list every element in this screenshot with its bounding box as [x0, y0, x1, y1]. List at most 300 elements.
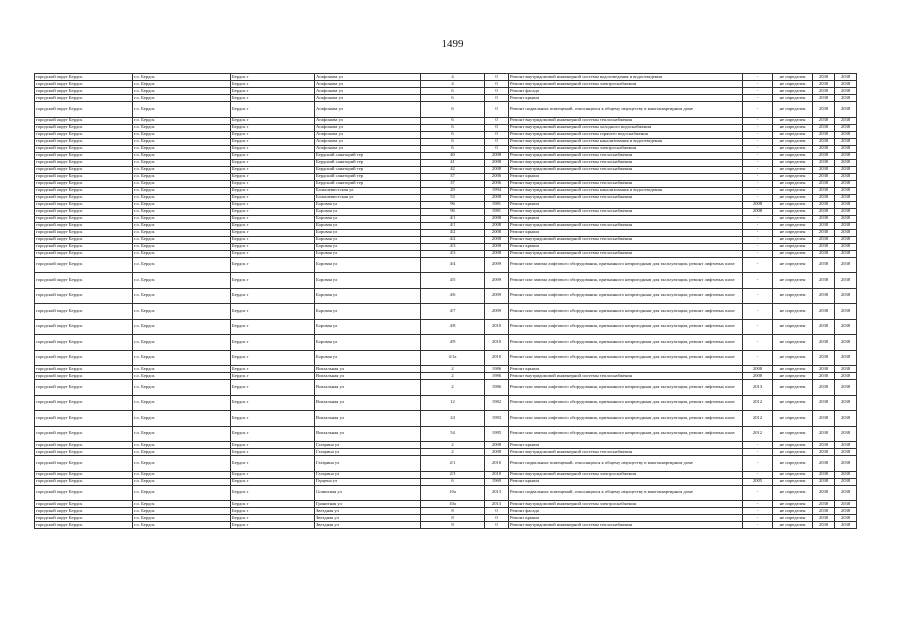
table-cell: Боровая ул — [315, 229, 421, 236]
table-cell: г.о. Бердск — [133, 138, 231, 145]
table-cell: Бердск г — [231, 442, 315, 449]
table-cell: - — [743, 229, 773, 236]
table-cell: Бердск г — [231, 243, 315, 250]
table-cell: городской округ Бердск — [35, 173, 133, 180]
table-cell: Агафонова ул — [315, 88, 421, 95]
table-cell: 2038 — [813, 102, 835, 118]
table-cell: 2038 — [813, 138, 835, 145]
table-cell: 2038 — [813, 159, 835, 166]
table-cell: - — [743, 243, 773, 250]
table-cell: 2038 — [835, 180, 857, 187]
table-cell: 2008 — [485, 250, 509, 257]
table-cell: 4/5 — [421, 273, 485, 289]
table-cell: Бердск г — [231, 215, 315, 222]
table-cell: не определен — [773, 187, 813, 194]
table-cell: Бердск г — [231, 515, 315, 522]
table-cell: 2038 — [835, 187, 857, 194]
table-cell: 4/1 — [421, 222, 485, 229]
table-cell: 4/9 — [421, 335, 485, 351]
table-cell: - — [743, 350, 773, 366]
table-cell: 6 — [421, 145, 485, 152]
table-cell: городской округ Бердск — [35, 222, 133, 229]
table-cell: 2008 — [485, 229, 509, 236]
table-cell: 2038 — [813, 373, 835, 380]
table-cell: 2038 — [835, 208, 857, 215]
table-cell: Ремонт внутридомовой инженерной системы теплоснабжения — [509, 166, 743, 173]
table-cell: г.о. Бердск — [133, 380, 231, 396]
table-cell: г.о. Бердск — [133, 236, 231, 243]
table-row — [35, 485, 857, 501]
table-cell: 2010 — [485, 456, 509, 472]
table-cell: городской округ Бердск — [35, 117, 133, 124]
table-cell: 2012 — [743, 395, 773, 411]
table-cell: 2038 — [835, 366, 857, 373]
table-cell: 1982 — [485, 395, 509, 411]
table-cell: - — [743, 166, 773, 173]
table-cell: 4/1 — [421, 215, 485, 222]
table-cell: Агафонова ул — [315, 102, 421, 118]
table-row — [35, 131, 857, 138]
table-cell: 2038 — [813, 522, 835, 529]
table-cell: городской округ Бердск — [35, 426, 133, 442]
table-cell: - — [743, 180, 773, 187]
table-cell: 2008 — [485, 442, 509, 449]
table-cell: - — [743, 74, 773, 81]
table-cell: г.о. Бердск — [133, 273, 231, 289]
table-cell: 4/2 — [421, 229, 485, 236]
table-cell: 2038 — [813, 366, 835, 373]
table-cell: 2008 — [743, 208, 773, 215]
table-cell: 2/3 — [421, 471, 485, 478]
table-cell: Ремонт внутридомовой инженерной системы холодного водоснабжения — [509, 124, 743, 131]
table-cell: 0 — [485, 102, 509, 118]
table-row — [35, 350, 857, 366]
table-cell: Гагарина ул — [315, 471, 421, 478]
table-cell: Звездная ул — [315, 522, 421, 529]
table-cell: городской округ Бердск — [35, 88, 133, 95]
table-cell: Ремонт крыши — [509, 95, 743, 102]
table-cell: г.о. Бердск — [133, 180, 231, 187]
table-cell: Ремонт крыши — [509, 366, 743, 373]
table-cell: Ремонт или замена лифтового оборудования, признанного непригодным для эксплуатации, ремонт лифтовых шахт — [509, 335, 743, 351]
table-cell: Ремонт внутридомовой инженерной системы электроснабжения — [509, 501, 743, 508]
table-cell: Вокзальная ул — [315, 426, 421, 442]
table-cell: 2008 — [485, 236, 509, 243]
table-cell: - — [743, 304, 773, 320]
table-cell: не определен — [773, 117, 813, 124]
table-cell: Ремонт крыши — [509, 229, 743, 236]
table-cell: 4/7 — [421, 304, 485, 320]
table-cell: Бердск г — [231, 152, 315, 159]
table-cell: Агафонова ул — [315, 145, 421, 152]
table-cell: 4 — [421, 81, 485, 88]
table-cell: 2038 — [813, 257, 835, 273]
table-row — [35, 180, 857, 187]
table-cell: Ремонт внутридомовой инженерной системы теплоснабжения — [509, 236, 743, 243]
table-cell: Герцена ул — [315, 478, 421, 485]
table-cell: городской округ Бердск — [35, 194, 133, 201]
table-cell: городской округ Бердск — [35, 152, 133, 159]
table-cell: 0 — [485, 74, 509, 81]
table-cell: городской округ Бердск — [35, 411, 133, 427]
table-cell: 2008 — [485, 215, 509, 222]
table-cell: 8 — [421, 508, 485, 515]
table-cell: не определен — [773, 304, 813, 320]
table-cell: Ремонт крыши — [509, 478, 743, 485]
table-cell: 2009 — [485, 257, 509, 273]
table-cell: г.о. Бердск — [133, 173, 231, 180]
table-cell: - — [743, 522, 773, 529]
table-cell: 0 — [485, 95, 509, 102]
table-cell: 2 — [421, 380, 485, 396]
table-row — [35, 250, 857, 257]
table-cell: не определен — [773, 426, 813, 442]
table-cell: городской округ Бердск — [35, 335, 133, 351]
table-cell: городской округ Бердск — [35, 208, 133, 215]
table-cell: 2008 — [743, 366, 773, 373]
table-cell: - — [743, 187, 773, 194]
table-cell: 2009 — [485, 273, 509, 289]
table-cell: не определен — [773, 257, 813, 273]
table-cell: 2038 — [813, 201, 835, 208]
table-cell: Бердск г — [231, 138, 315, 145]
table-cell: г.о. Бердск — [133, 229, 231, 236]
table-cell: г.о. Бердск — [133, 102, 231, 118]
table-cell: 2038 — [813, 117, 835, 124]
table-cell: не определен — [773, 522, 813, 529]
table-cell: не определен — [773, 201, 813, 208]
table-cell: г.о. Бердск — [133, 426, 231, 442]
table-row — [35, 124, 857, 131]
table-cell: Бердск г — [231, 288, 315, 304]
table-cell: Бердск г — [231, 117, 315, 124]
table-cell: 2009 — [485, 304, 509, 320]
table-cell: 1986 — [485, 366, 509, 373]
table-row — [35, 373, 857, 380]
table-cell: Бердск г — [231, 273, 315, 289]
table-cell: 10а — [421, 501, 485, 508]
table-cell: Ремонт или замена лифтового оборудования, признанного непригодным для эксплуатации, ремонт лифтовых шахт — [509, 411, 743, 427]
table-cell: 6 — [421, 95, 485, 102]
table-cell: городской округ Бердск — [35, 522, 133, 529]
table-row — [35, 74, 857, 81]
table-cell: 2038 — [813, 95, 835, 102]
table-cell: Ремонт или замена лифтового оборудования, признанного непригодным для эксплуатации, ремонт лифтовых шахт — [509, 304, 743, 320]
table-cell: не определен — [773, 243, 813, 250]
table-cell: 2038 — [813, 229, 835, 236]
table-cell: Ремонт внутридомовой инженерной системы теплоснабжения — [509, 152, 743, 159]
table-cell: 0 — [485, 88, 509, 95]
table-cell: 37 — [421, 173, 485, 180]
table-cell: городской округ Бердск — [35, 187, 133, 194]
table-cell: Бердск г — [231, 131, 315, 138]
table-cell: - — [743, 288, 773, 304]
table-cell: 2038 — [813, 442, 835, 449]
table-cell: Боровая ул — [315, 243, 421, 250]
table-cell: Ремонт крыши — [509, 173, 743, 180]
table-cell: Ремонт внутридомовой инженерной системы теплоснабжения — [509, 250, 743, 257]
table-cell: 2038 — [813, 236, 835, 243]
table-cell: 2038 — [813, 81, 835, 88]
table-cell: 2008 — [485, 449, 509, 456]
table-cell: Вокзальная ул — [315, 395, 421, 411]
table-cell: 2038 — [813, 273, 835, 289]
table-cell: Бердск г — [231, 208, 315, 215]
table-cell: 2038 — [835, 81, 857, 88]
table-cell: 2038 — [835, 350, 857, 366]
table-cell: Бердск г — [231, 350, 315, 366]
table-cell: городской округ Бердск — [35, 485, 133, 501]
table-cell: 2038 — [813, 380, 835, 396]
table-cell: Бердск г — [231, 471, 315, 478]
table-cell: Бердск г — [231, 229, 315, 236]
table-cell: городской округ Бердск — [35, 304, 133, 320]
table-cell: Боровая ул — [315, 201, 421, 208]
table-cell: Ремонт внутридомовой инженерной системы горячего водоснабжения — [509, 131, 743, 138]
table-cell: Бердск г — [231, 194, 315, 201]
table-row — [35, 166, 857, 173]
table-cell: не определен — [773, 366, 813, 373]
table-cell: 2038 — [813, 131, 835, 138]
table-cell: не определен — [773, 508, 813, 515]
table-cell: 2038 — [835, 380, 857, 396]
table-cell: 8 — [421, 522, 485, 529]
table-cell: Вокзальная ул — [315, 373, 421, 380]
table-cell: Боровая ул — [315, 222, 421, 229]
table-cell: городской округ Бердск — [35, 215, 133, 222]
table-cell: - — [743, 194, 773, 201]
table-cell: Ремонт внутридомовой инженерной системы электроснабжения — [509, 145, 743, 152]
table-cell: Бердск г — [231, 257, 315, 273]
table-cell: Большевистская ул — [315, 187, 421, 194]
table-row — [35, 102, 857, 118]
table-cell: Бердск г — [231, 81, 315, 88]
table-cell: не определен — [773, 222, 813, 229]
table-cell: 41 — [421, 159, 485, 166]
table-cell: Бердск г — [231, 456, 315, 472]
table-cell: 0 — [485, 515, 509, 522]
table-cell: городской округ Бердск — [35, 373, 133, 380]
table-cell: не определен — [773, 373, 813, 380]
table-cell: 2010 — [485, 335, 509, 351]
table-cell: не определен — [773, 442, 813, 449]
table-cell: не определен — [773, 250, 813, 257]
table-cell: 4/3 — [421, 243, 485, 250]
table-cell: Бердск г — [231, 319, 315, 335]
table-cell: Ремонт крыши — [509, 515, 743, 522]
table-cell: 2 — [421, 366, 485, 373]
table-cell: 2038 — [835, 522, 857, 529]
table-cell: городской округ Бердск — [35, 508, 133, 515]
table-cell: 2006 — [485, 180, 509, 187]
table-cell: 0 — [485, 508, 509, 515]
table-cell: 2038 — [813, 145, 835, 152]
capital-repair-table — [34, 73, 857, 529]
table-row — [35, 243, 857, 250]
table-cell: 2 — [421, 373, 485, 380]
table-cell: Звездная ул — [315, 508, 421, 515]
table-row — [35, 257, 857, 273]
table-cell: Бердск г — [231, 366, 315, 373]
table-cell: городской округ Бердск — [35, 366, 133, 373]
table-cell: 2008 — [485, 166, 509, 173]
table-row — [35, 215, 857, 222]
table-cell: Бердск г — [231, 124, 315, 131]
table-cell: 2038 — [813, 173, 835, 180]
table-row — [35, 81, 857, 88]
table-cell: 2038 — [813, 515, 835, 522]
table-cell: 0 — [485, 131, 509, 138]
table-cell: г.о. Бердск — [133, 187, 231, 194]
table-cell: г.о. Бердск — [133, 208, 231, 215]
table-cell: 0 — [485, 117, 509, 124]
table-cell: Бердск г — [231, 426, 315, 442]
table-cell: - — [743, 515, 773, 522]
table-cell: 40 — [421, 152, 485, 159]
table-cell: г.о. Бердск — [133, 201, 231, 208]
table-cell: - — [743, 273, 773, 289]
table-cell: городской округ Бердск — [35, 131, 133, 138]
table-cell: 1983 — [485, 411, 509, 427]
table-row — [35, 335, 857, 351]
table-cell: г.о. Бердск — [133, 288, 231, 304]
table-cell: 2038 — [835, 501, 857, 508]
table-cell: Боровая ул — [315, 208, 421, 215]
table-row — [35, 88, 857, 95]
table-cell: 4/2 — [421, 236, 485, 243]
table-cell: Бердск г — [231, 236, 315, 243]
table-cell: 1986 — [485, 373, 509, 380]
table-cell: 2038 — [813, 350, 835, 366]
table-row — [35, 187, 857, 194]
table-cell: - — [743, 442, 773, 449]
table-cell: г.о. Бердск — [133, 194, 231, 201]
table-cell: 2038 — [835, 288, 857, 304]
table-cell: 54 — [421, 426, 485, 442]
table-cell: г.о. Бердск — [133, 257, 231, 273]
table-row — [35, 449, 857, 456]
table-cell: 0 — [485, 138, 509, 145]
table-cell: 2038 — [813, 471, 835, 478]
table-row — [35, 222, 857, 229]
table-cell: Бердск г — [231, 180, 315, 187]
table-cell: не определен — [773, 350, 813, 366]
table-cell: городской округ Бердск — [35, 159, 133, 166]
table-cell: Ремонт крыши — [509, 442, 743, 449]
table-cell: городской округ Бердск — [35, 180, 133, 187]
table-cell: - — [743, 131, 773, 138]
table-cell: - — [743, 257, 773, 273]
table-cell: Ремонт или замена лифтового оборудования, признанного непригодным для эксплуатации, ремонт лифтовых шахт — [509, 350, 743, 366]
table-cell: не определен — [773, 515, 813, 522]
table-cell: 2008 — [485, 243, 509, 250]
table-cell: Агафонова ул — [315, 81, 421, 88]
table-cell: Боровая ул — [315, 236, 421, 243]
table-cell: Бердский санаторий тер — [315, 173, 421, 180]
table-cell: не определен — [773, 229, 813, 236]
table-cell: городской округ Бердск — [35, 102, 133, 118]
table-cell: Бердск г — [231, 102, 315, 118]
table-cell: г.о. Бердск — [133, 95, 231, 102]
table-cell: Бердск г — [231, 187, 315, 194]
table-cell: 8 — [421, 515, 485, 522]
table-row — [35, 201, 857, 208]
table-cell: 2 — [421, 442, 485, 449]
table-cell: г.о. Бердск — [133, 243, 231, 250]
table-cell: не определен — [773, 215, 813, 222]
table-row — [35, 95, 857, 102]
table-cell: Бердский санаторий тер — [315, 159, 421, 166]
table-cell: 2008 — [485, 152, 509, 159]
table-cell: 4/1а — [421, 350, 485, 366]
table-cell: 2 — [421, 449, 485, 456]
table-cell: г.о. Бердск — [133, 124, 231, 131]
table-cell: 2038 — [813, 485, 835, 501]
table-cell: 6 — [421, 88, 485, 95]
table-cell: 2005 — [743, 478, 773, 485]
table-cell: - — [743, 145, 773, 152]
table-cell: - — [743, 88, 773, 95]
table-cell: городской округ Бердск — [35, 288, 133, 304]
table-cell: 2010 — [485, 471, 509, 478]
table-cell: г.о. Бердск — [133, 319, 231, 335]
table-cell: 2038 — [813, 508, 835, 515]
table-cell: 2008 — [743, 373, 773, 380]
table-cell: Бердск г — [231, 173, 315, 180]
table-cell: Бердск г — [231, 159, 315, 166]
table-cell: Ремонт внутридомовой инженерной системы теплоснабжения — [509, 159, 743, 166]
table-cell: 2038 — [835, 478, 857, 485]
table-cell: не определен — [773, 81, 813, 88]
table-cell: 0 — [485, 124, 509, 131]
table-cell: Ремонт внутридомовой инженерной системы электроснабжения — [509, 81, 743, 88]
table-cell: городской округ Бердск — [35, 201, 133, 208]
table-cell: не определен — [773, 335, 813, 351]
table-cell: 6 — [421, 478, 485, 485]
table-cell: г.о. Бердск — [133, 508, 231, 515]
table-cell: не определен — [773, 208, 813, 215]
table-cell: не определен — [773, 145, 813, 152]
table-cell: Ремонт или замена лифтового оборудования, признанного непригодным для эксплуатации, ремонт лифтовых шахт — [509, 273, 743, 289]
table-cell: 2038 — [835, 131, 857, 138]
table-cell: Бердск г — [231, 508, 315, 515]
table-cell: не определен — [773, 102, 813, 118]
table-cell: 2038 — [835, 442, 857, 449]
table-cell: 2038 — [835, 95, 857, 102]
table-row — [35, 145, 857, 152]
table-cell: не определен — [773, 273, 813, 289]
table-cell: 2038 — [835, 373, 857, 380]
table-cell: Бердск г — [231, 166, 315, 173]
table-cell: не определен — [773, 166, 813, 173]
table-cell: 2038 — [813, 74, 835, 81]
table-row — [35, 471, 857, 478]
table-cell: 29 — [421, 187, 485, 194]
table-cell: Ремонт внутридомовой инженерной системы теплоснабжения — [509, 373, 743, 380]
table-cell: Ремонт подвальных помещений, относящихся к общему имуществу в многоквартирном доме — [509, 456, 743, 472]
table-cell: - — [743, 508, 773, 515]
table-cell: 2038 — [835, 159, 857, 166]
table-cell: 2038 — [813, 166, 835, 173]
table-cell: Агафонова ул — [315, 74, 421, 81]
table-cell: Ремонт крыши — [509, 201, 743, 208]
table-cell: городской округ Бердск — [35, 236, 133, 243]
table-cell: 2038 — [813, 319, 835, 335]
table-cell: городской округ Бердск — [35, 95, 133, 102]
table-cell: Ремонт внутридомовой инженерной системы теплоснабжения — [509, 208, 743, 215]
table-cell: г.о. Бердск — [133, 442, 231, 449]
table-cell: городской округ Бердск — [35, 380, 133, 396]
